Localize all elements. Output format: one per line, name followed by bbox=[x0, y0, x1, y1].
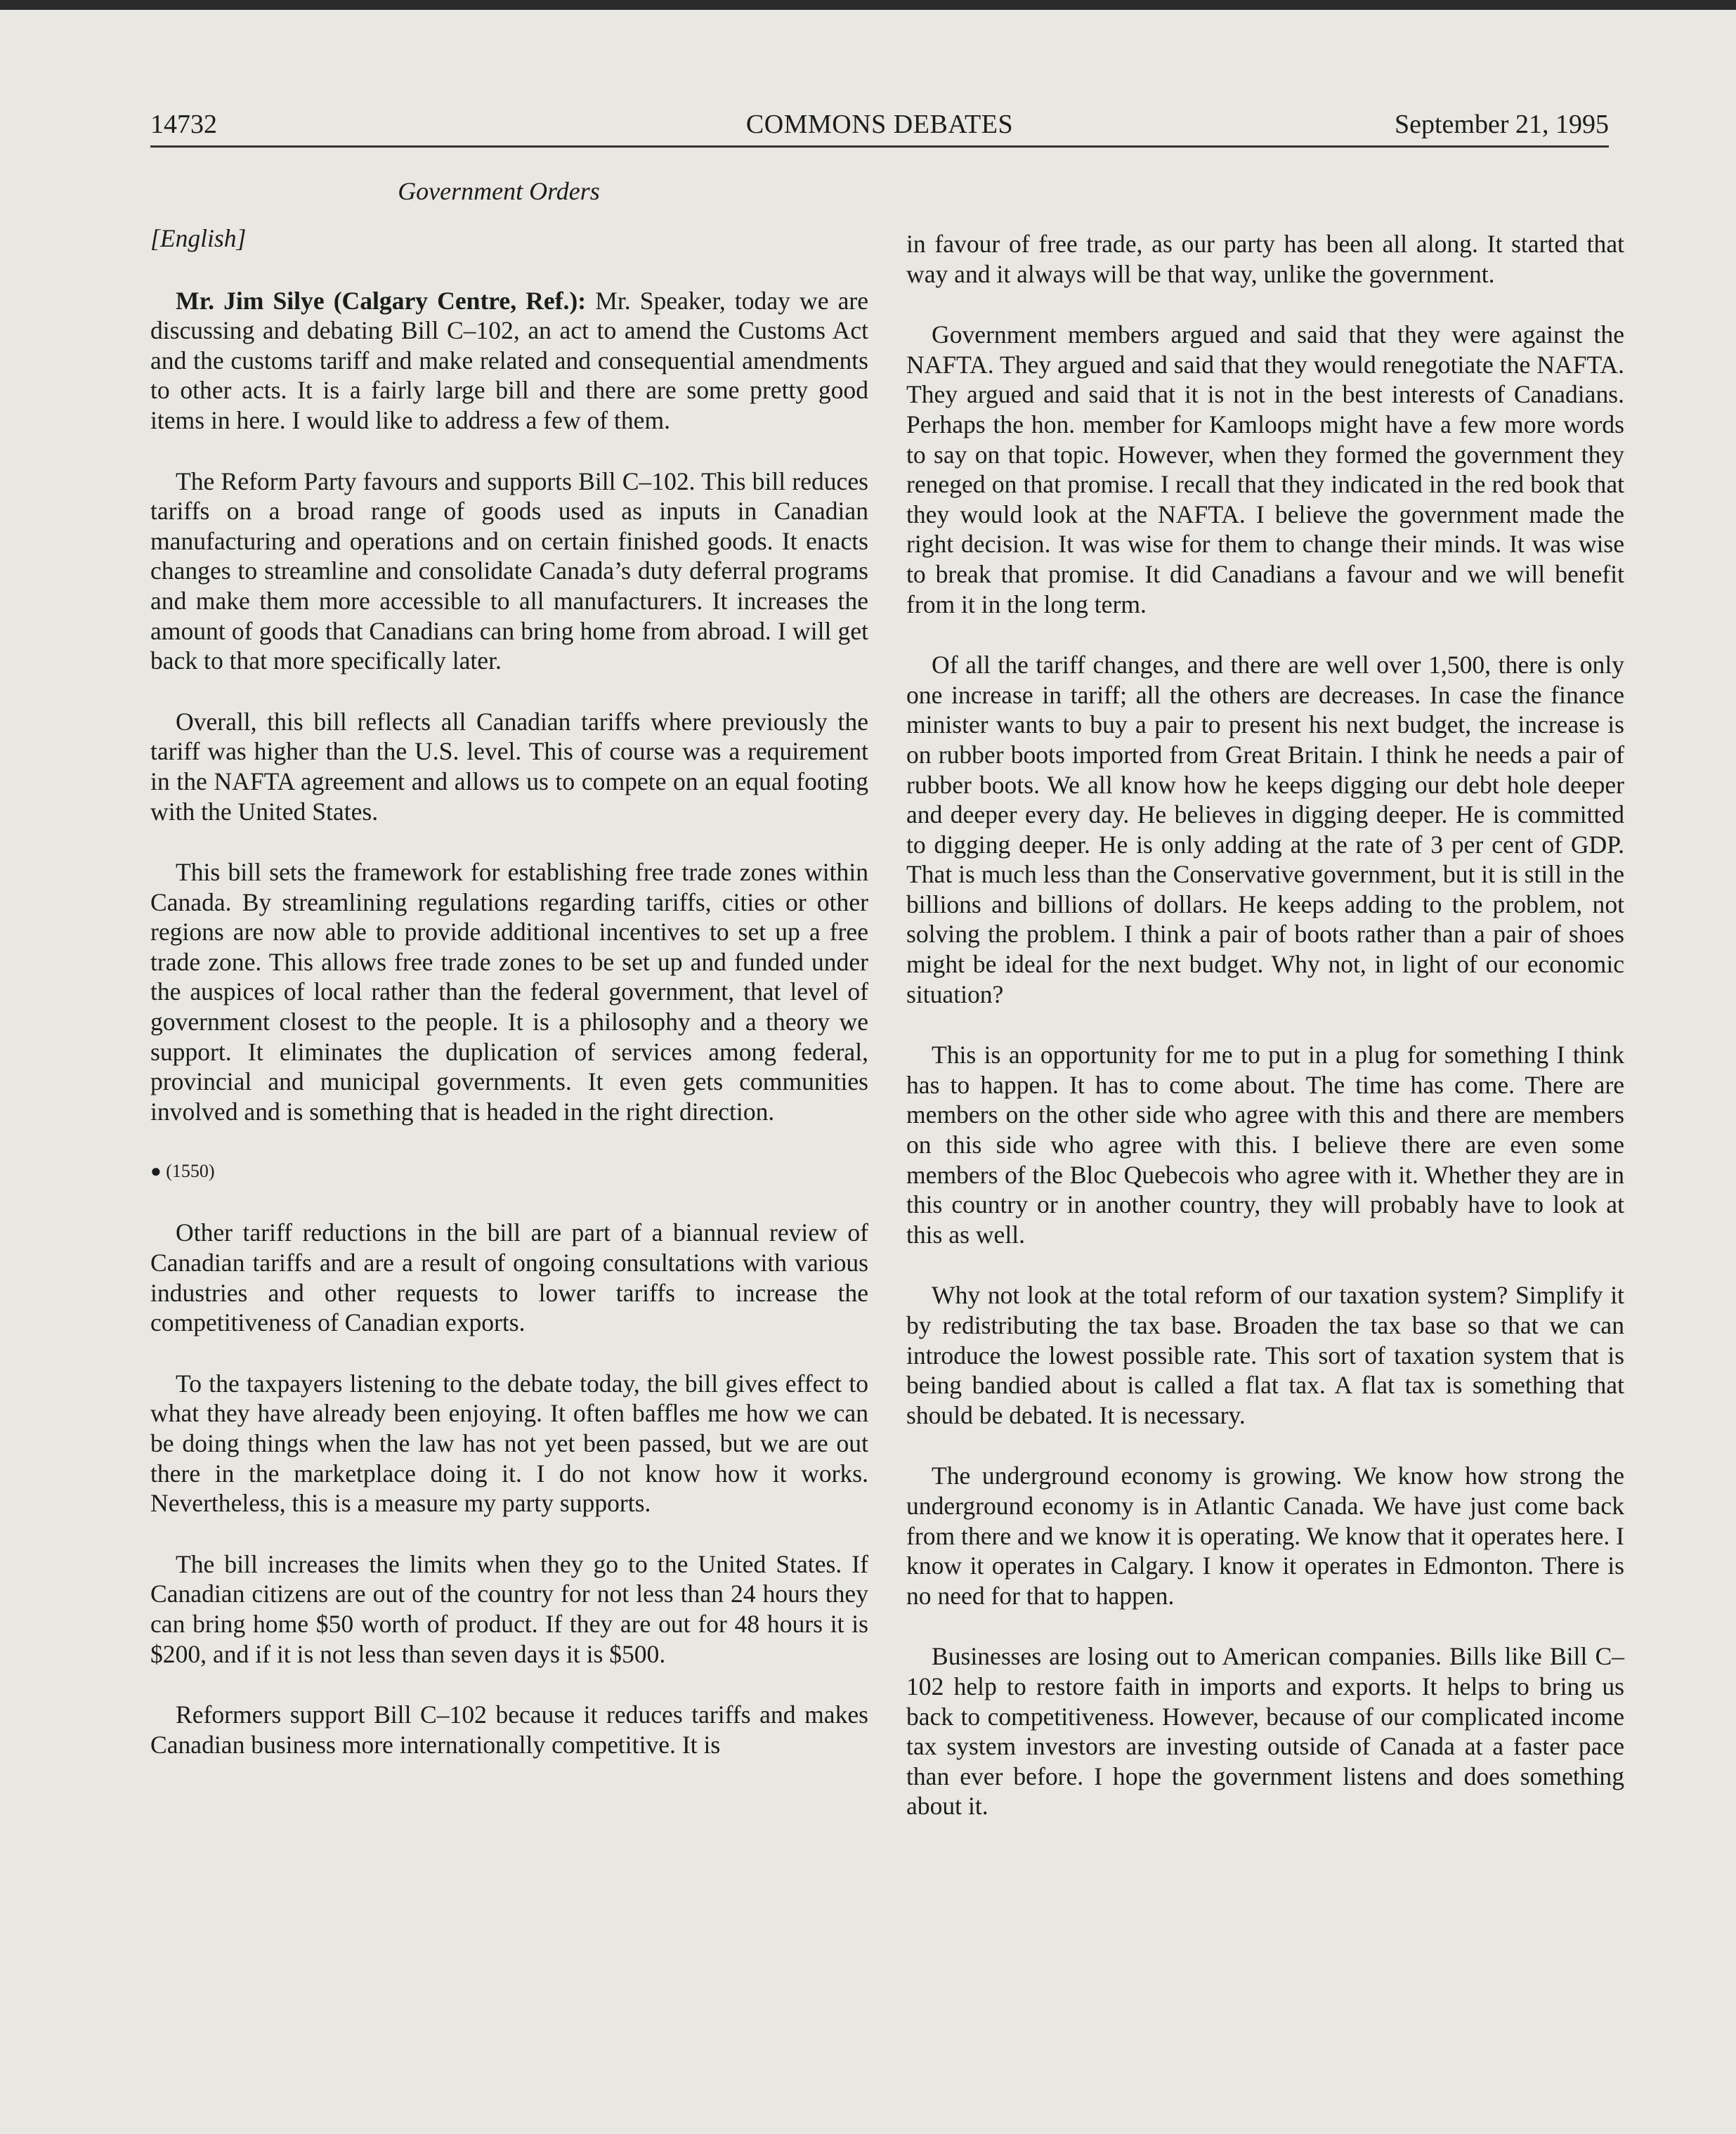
paragraph: Of all the tariff changes, and there are well over 1,500, there is only one increase in tariff; all the others are decreases. In case the finance minister wants to buy a pair to present his next budget, the increase is on rubber boots imported from Great Britain. I think he needs a pair of rubber boots. We all know how he keeps digging our debt hole deeper and deeper every day. He believes in digging deeper. He is committed to digging deeper. He is only adding at the rate of 3 per cent of GDP. That is much less than the Conservative government, but it is still in the billions and billions of dollars. He keeps adding to the problem, not solving the problem. I think a pair of boots rather than a pair of shoes might be ideal for the next budget. Why not, in light of our economic situation? bbox=[906, 651, 1624, 1008]
paragraph: To the taxpayers listening to the debate today, the bill gives effect to what they have already been enjoying. It often baffles me how we can be doing things when the law has not yet been passed, but we are out there in the marketplace doing it. I do not know how it works. Nevertheless, this is a measure my party supports. bbox=[150, 1369, 868, 1518]
paragraph: The Reform Party favours and supports Bill C–102. This bill reduces tariffs on a broad range of goods used as inputs in Canadian manufacturing and operations and on certain finished goods. It enacts changes to streamline and consolidate Canada’s duty deferral programs and make them more accessible to all manufacturers. It increases the amount of goods that Canadians can bring home from abroad. I will get back to that more specifically later. bbox=[150, 467, 868, 675]
time-marker bbox=[150, 1157, 868, 1185]
paragraph bbox=[150, 286, 868, 436]
paragraph: Reformers support Bill C–102 because it reduces tariffs and makes Canadian business more internationally competitive. It is bbox=[150, 1700, 868, 1759]
paragraph: Overall, this bill reflects all Canadian tariffs where previously the tariff was higher than the U.S. level. This of course was a requirement in the NAFTA agreement and allows us to compete on an equal footing with the United States. bbox=[150, 707, 868, 826]
paragraph: Why not look at the total reform of our taxation system? Simplify it by redistributing the tax base. Broaden the tax base so that we can introduce the lowest possible rate. This sort of taxation system that is being bandied about is called a flat tax. A flat tax is something that should be debated. It is necessary. bbox=[906, 1281, 1624, 1429]
header-rule bbox=[150, 145, 1609, 148]
paragraph: in favour of free trade, as our party has been all along. It started that way and it always will be that way, unlike the government. bbox=[906, 230, 1624, 288]
publication-title: COMMONS DEBATES bbox=[745, 110, 1014, 139]
paragraph: The bill increases the limits when they go to the United States. If Canadian citizens are out of the country for not less than 24 hours they can bring home $50 worth of product. If they are out for 48 hours it is $200, and if it is not less than seven days it is $500. bbox=[150, 1549, 868, 1668]
left-column bbox=[150, 223, 868, 1790]
time-stamp: (1550) bbox=[166, 1161, 215, 1182]
publication-date: September 21, 1995 bbox=[1394, 110, 1609, 139]
paragraph: Other tariff reductions in the bill are part of a biannual review of Canadian tariffs and are a result of ongoing consultations with various industries and other requests to lower tariffs to increase the competitiveness of Canadian exports. bbox=[150, 1218, 868, 1337]
right-column bbox=[906, 229, 1624, 1852]
paragraph: Government members argued and said that they were against the NAFTA. They argued and said that they would renegotiate the NAFTA. They argued and said that it is not in the best interests of Canadians. Perhaps the hon. member for Kamloops might have a few more words to say on that topic. However, when they formed the government they reneged on that promise. I recall that they indicated in the red book that they would look at the NAFTA. I believe the government made the right decision. It was wise for them to change their minds. It was wise to break that promise. It did Canadians a favour and we will benefit from it in the long term. bbox=[906, 320, 1624, 618]
paragraph: Businesses are losing out to American companies. Bills like Bill C–102 help to restore faith in imports and exports. It helps to bring us back to competitiveness. However, because of our complicated income tax system investors are investing outside of Canada at a faster pace than ever before. I hope the government listens and does something about it. bbox=[906, 1642, 1624, 1821]
paragraph: This is an opportunity for me to put in a plug for something I think has to happen. It has to come about. The time has come. There are members on the other side who agree with this and there are members on this side who agree with this. I believe there are even some members of the Bloc Quebecois who agree with it. Whether they are in this country or in another country, they will probably have to look at this as well. bbox=[906, 1041, 1624, 1249]
paragraph: This bill sets the framework for establishing free trade zones within Canada. By streamlining regulations regarding tariffs, cities or other regions are now able to provide additional incentives to set up a free trade zone. This allows free trade zones to be set up and funded under the auspices of local rather than the federal government, that level of government closest to the people. It is a philosophy and a theory we support. It eliminates the duplication of services among federal, provincial and municipal governments. It even gets communities involved and is something that is headed in the right direction. bbox=[150, 858, 868, 1126]
speaker-name: Mr. Jim Silye (Calgary Centre, Ref.): bbox=[176, 286, 587, 315]
page-number: 14732 bbox=[150, 110, 217, 139]
section-heading: Government Orders bbox=[398, 177, 600, 205]
language-tag: [English] bbox=[150, 224, 247, 252]
bullet-icon: ● bbox=[150, 1161, 162, 1182]
running-header bbox=[150, 105, 1609, 143]
paragraph: The underground economy is growing. We know how strong the underground economy is in Atlantic Canada. We have just come back from there and we know it is operating. We know that it operates here. I know it operates in Calgary. I know it operates in Edmonton. There is no need for that to happen. bbox=[906, 1462, 1625, 1610]
paragraph-text: Mr. Speaker, today we are discussing and debating Bill C–102, an act to amend the Customs Act and the customs tariff and make related and consequential amendments to other acts. It is a fairly large bill and there are some pretty good items in here. I would like to address a few of them. bbox=[150, 286, 869, 434]
scan-edge bbox=[0, 0, 1736, 10]
